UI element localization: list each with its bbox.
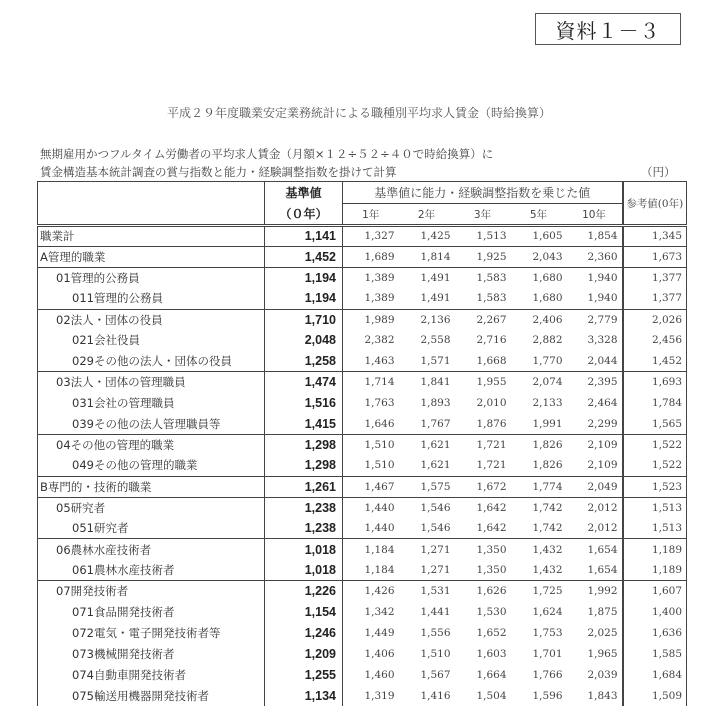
adjusted-value: 2,109 (567, 455, 623, 476)
reference-value: 1,377 (623, 267, 687, 288)
occupation-name: 職業計 (38, 226, 265, 247)
adjusted-value: 1,624 (532, 605, 563, 618)
adjusted-value: 1,583 (476, 292, 507, 305)
adjusted-value: 1,416 (420, 689, 451, 702)
adjusted-value: 1,432 (511, 539, 567, 560)
adjusted-value: 1,463 (364, 355, 395, 368)
table-row (38, 267, 687, 288)
adjusted-value: 1,955 (455, 372, 511, 393)
description-line-2: 賃金構造基本統計調査の賞与指数と能力・経験調整指数を掛けて計算 (40, 165, 397, 179)
adjusted-value: 1,721 (455, 434, 511, 455)
adjusted-value: 1,940 (567, 267, 623, 288)
adjusted-value: 2,025 (567, 622, 623, 643)
base-value: 1,246 (265, 622, 343, 643)
adjusted-value: 1,742 (511, 497, 567, 518)
adjusted-value: 1,992 (567, 581, 623, 602)
adjusted-value: 1,426 (343, 581, 399, 602)
reference-value: 1,784 (623, 393, 687, 414)
reference-value: 1,522 (623, 434, 687, 455)
adjusted-value: 1,770 (532, 355, 563, 368)
document-label-box: 資料１－３ (535, 13, 681, 45)
table-row (38, 518, 687, 539)
adjusted-value: 1,753 (532, 626, 563, 639)
reference-value: 1,189 (623, 560, 687, 581)
table-row (38, 351, 687, 372)
adjusted-value: 2,406 (511, 309, 567, 330)
reference-value: 1,565 (623, 414, 687, 435)
adjusted-value: 1,965 (567, 643, 623, 664)
adjusted-value: 2,109 (567, 434, 623, 455)
occupation-name: 075輸送用機器開発技術者 (38, 685, 265, 706)
adjusted-value: 1,449 (364, 626, 395, 639)
adjusted-value: 2,049 (567, 476, 623, 497)
adjusted-value: 1,546 (420, 522, 451, 535)
occupation-name: 072電気・電子開発技術者等 (38, 622, 265, 643)
adjusted-value: 2,716 (476, 334, 507, 347)
adjusted-value: 1,425 (399, 226, 455, 247)
base-value: 1,298 (265, 434, 343, 455)
reference-value: 1,345 (623, 226, 687, 247)
reference-value: 1,673 (623, 246, 687, 267)
reference-value: 1,607 (623, 581, 687, 602)
adjusted-value: 2,464 (567, 393, 623, 414)
adjusted-value: 2,012 (567, 518, 623, 539)
adjusted-value: 1,504 (476, 689, 507, 702)
adjusted-header: 基準値に能力・経験調整指数を乗じた値 (343, 182, 623, 204)
adjusted-value: 1,596 (532, 689, 563, 702)
adjusted-value: 2,010 (476, 397, 507, 410)
occupation-name: 07開発技術者 (38, 581, 265, 602)
adjusted-value: 1,271 (420, 563, 451, 576)
table-row (38, 664, 687, 685)
base-value: 1,238 (265, 518, 343, 539)
base-value: 2,048 (265, 330, 343, 351)
adjusted-value: 1,350 (455, 539, 511, 560)
adjusted-value: 1,575 (399, 476, 455, 497)
occupation-name: 073機械開発技術者 (38, 643, 265, 664)
year-header: 10年 (567, 204, 623, 226)
table-row (38, 455, 687, 476)
base-value: 1,018 (265, 560, 343, 581)
adjusted-value: 1,571 (420, 355, 451, 368)
adjusted-value: 1,646 (364, 417, 395, 430)
adjusted-value: 1,875 (567, 602, 623, 623)
base-value: 1,415 (265, 414, 343, 435)
base-value: 1,226 (265, 581, 343, 602)
header-row-1 (38, 182, 687, 204)
adjusted-value: 2,382 (364, 334, 395, 347)
adjusted-value: 2,043 (511, 246, 567, 267)
base-year-header: （０年） (265, 204, 343, 226)
occupation-header (38, 182, 265, 226)
adjusted-value: 1,714 (343, 372, 399, 393)
reference-value: 1,189 (623, 539, 687, 560)
base-value: 1,194 (265, 267, 343, 288)
adjusted-value: 1,876 (476, 417, 507, 430)
occupation-name: 029その他の法人・団体の役員 (38, 351, 265, 372)
table-row (38, 309, 687, 330)
occupation-name: 071食品開発技術者 (38, 602, 265, 623)
occupation-name: 021会社役員 (38, 330, 265, 351)
adjusted-value: 1,510 (364, 459, 395, 472)
table-row (38, 434, 687, 455)
occupation-name: 049その他の管理的職業 (38, 455, 265, 476)
year-header: 1年 (343, 204, 399, 226)
table-row (38, 581, 687, 602)
adjusted-value: 1,621 (420, 459, 451, 472)
reference-value: 1,636 (623, 622, 687, 643)
adjusted-value: 1,814 (399, 246, 455, 267)
adjusted-value: 1,441 (420, 605, 451, 618)
adjusted-value: 1,826 (532, 459, 563, 472)
base-value: 1,154 (265, 602, 343, 623)
reference-value: 2,456 (623, 330, 687, 351)
adjusted-value: 1,327 (343, 226, 399, 247)
adjusted-value: 1,668 (476, 355, 507, 368)
table-row (38, 330, 687, 351)
adjusted-value: 1,841 (399, 372, 455, 393)
base-header: 基準値 (265, 182, 343, 204)
adjusted-value: 2,299 (567, 414, 623, 435)
adjusted-value: 1,389 (343, 267, 399, 288)
adjusted-value: 1,513 (455, 226, 511, 247)
adjusted-value: 1,460 (364, 668, 395, 681)
adjusted-value: 1,766 (532, 668, 563, 681)
adjusted-value: 1,767 (420, 417, 451, 430)
table-row (38, 497, 687, 518)
adjusted-value: 1,319 (364, 689, 395, 702)
occupation-name: 06農林水産技術者 (38, 539, 265, 560)
adjusted-value: 2,044 (567, 351, 623, 372)
base-value: 1,516 (265, 393, 343, 414)
reference-header: 参考値(0年) (623, 182, 687, 226)
base-value: 1,209 (265, 643, 343, 664)
base-value: 1,194 (265, 288, 343, 309)
adjusted-value: 1,531 (399, 581, 455, 602)
year-header: 2年 (399, 204, 455, 226)
adjusted-value: 2,395 (567, 372, 623, 393)
adjusted-value: 2,039 (567, 664, 623, 685)
adjusted-value: 1,940 (567, 288, 623, 309)
adjusted-value: 1,406 (364, 647, 395, 660)
occupation-name: 061農林水産技術者 (38, 560, 265, 581)
base-value: 1,710 (265, 309, 343, 330)
adjusted-value: 1,389 (364, 292, 395, 305)
adjusted-value: 1,184 (343, 539, 399, 560)
adjusted-value: 1,689 (343, 246, 399, 267)
adjusted-value: 1,642 (476, 522, 507, 535)
description-line-1: 無期雇用かつフルタイム労働者の平均求人賃金（月額×１２÷５２÷４０で時給換算）に (40, 147, 494, 161)
adjusted-value: 2,267 (455, 309, 511, 330)
year-header: 5年 (511, 204, 567, 226)
adjusted-value: 1,742 (532, 522, 563, 535)
adjusted-value: 1,432 (532, 563, 563, 576)
adjusted-value: 1,763 (364, 397, 395, 410)
base-value: 1,255 (265, 664, 343, 685)
base-value: 1,258 (265, 351, 343, 372)
table-row (38, 288, 687, 309)
table-row (38, 622, 687, 643)
adjusted-value: 1,583 (455, 267, 511, 288)
adjusted-value: 1,440 (343, 497, 399, 518)
occupation-name: 02法人・団体の役員 (38, 309, 265, 330)
reference-value: 1,400 (623, 602, 687, 623)
adjusted-value: 1,510 (420, 647, 451, 660)
adjusted-value: 2,360 (567, 246, 623, 267)
adjusted-value: 1,654 (567, 560, 623, 581)
reference-value: 1,585 (623, 643, 687, 664)
adjusted-value: 3,328 (567, 330, 623, 351)
wage-table (37, 181, 687, 706)
adjusted-value: 2,136 (399, 309, 455, 330)
occupation-name: 011管理的公務員 (38, 288, 265, 309)
adjusted-value: 2,133 (532, 397, 563, 410)
reference-value: 1,693 (623, 372, 687, 393)
occupation-name: 03法人・団体の管理職員 (38, 372, 265, 393)
table-row (38, 685, 687, 706)
adjusted-value: 1,854 (567, 226, 623, 247)
adjusted-value: 2,012 (567, 497, 623, 518)
reference-value: 1,513 (623, 518, 687, 539)
adjusted-value: 1,989 (343, 309, 399, 330)
adjusted-value: 1,725 (511, 581, 567, 602)
adjusted-value: 1,271 (399, 539, 455, 560)
occupation-name: 039その他の法人管理職員等 (38, 414, 265, 435)
reference-value: 1,509 (623, 685, 687, 706)
adjusted-value: 1,605 (511, 226, 567, 247)
adjusted-value: 1,491 (399, 267, 455, 288)
adjusted-value: 1,530 (476, 605, 507, 618)
adjusted-value: 1,826 (511, 434, 567, 455)
base-value: 1,018 (265, 539, 343, 560)
table-row (38, 226, 687, 247)
adjusted-value: 1,680 (511, 267, 567, 288)
base-value: 1,474 (265, 372, 343, 393)
adjusted-value: 1,774 (511, 476, 567, 497)
occupation-name: A管理的職業 (38, 246, 265, 267)
occupation-name: 051研究者 (38, 518, 265, 539)
table-row (38, 476, 687, 497)
reference-value: 1,377 (623, 288, 687, 309)
adjusted-value: 1,652 (476, 626, 507, 639)
adjusted-value: 1,626 (455, 581, 511, 602)
occupation-name: B専門的・技術的職業 (38, 476, 265, 497)
adjusted-value: 1,664 (476, 668, 507, 681)
adjusted-value: 1,680 (532, 292, 563, 305)
base-value: 1,238 (265, 497, 343, 518)
adjusted-value: 1,621 (399, 434, 455, 455)
adjusted-value: 1,440 (364, 522, 395, 535)
adjusted-value: 1,991 (532, 417, 563, 430)
occupation-name: 01管理的公務員 (38, 267, 265, 288)
adjusted-value: 2,074 (511, 372, 567, 393)
adjusted-value: 1,893 (420, 397, 451, 410)
table-row (38, 602, 687, 623)
reference-value: 2,026 (623, 309, 687, 330)
adjusted-value: 1,184 (364, 563, 395, 576)
adjusted-value: 1,603 (476, 647, 507, 660)
base-value: 1,298 (265, 455, 343, 476)
adjusted-value: 1,925 (455, 246, 511, 267)
reference-value: 1,513 (623, 497, 687, 518)
table-row (38, 393, 687, 414)
table-row (38, 414, 687, 435)
adjusted-value: 1,342 (364, 605, 395, 618)
table-row (38, 560, 687, 581)
reference-value: 1,684 (623, 664, 687, 685)
reference-value: 1,452 (623, 351, 687, 372)
reference-value: 1,522 (623, 455, 687, 476)
adjusted-value: 1,510 (343, 434, 399, 455)
adjusted-value: 2,558 (420, 334, 451, 347)
adjusted-value: 1,701 (532, 647, 563, 660)
occupation-name: 031会社の管理職員 (38, 393, 265, 414)
adjusted-value: 2,882 (532, 334, 563, 347)
base-value: 1,452 (265, 246, 343, 267)
adjusted-value: 1,642 (455, 497, 511, 518)
adjusted-value: 1,567 (420, 668, 451, 681)
table-row (38, 643, 687, 664)
occupation-name: 04その他の管理的職業 (38, 434, 265, 455)
adjusted-value: 1,672 (455, 476, 511, 497)
adjusted-value: 1,843 (567, 685, 623, 706)
adjusted-value: 1,350 (476, 563, 507, 576)
base-value: 1,261 (265, 476, 343, 497)
table-row (38, 539, 687, 560)
base-value: 1,141 (265, 226, 343, 247)
table-row (38, 246, 687, 267)
adjusted-value: 1,654 (567, 539, 623, 560)
adjusted-value: 1,491 (420, 292, 451, 305)
reference-value: 1,523 (623, 476, 687, 497)
adjusted-value: 1,721 (476, 459, 507, 472)
base-value: 1,134 (265, 685, 343, 706)
table-row (38, 372, 687, 393)
occupation-name: 05研究者 (38, 497, 265, 518)
adjusted-value: 1,556 (420, 626, 451, 639)
page-title: 平成２９年度職業安定業務統計による職種別平均求人賃金（時給換算） (166, 106, 551, 120)
year-header: 3年 (455, 204, 511, 226)
unit-label: （円） (641, 165, 676, 179)
adjusted-value: 2,779 (567, 309, 623, 330)
occupation-name: 074自動車開発技術者 (38, 664, 265, 685)
adjusted-value: 1,546 (399, 497, 455, 518)
adjusted-value: 1,467 (343, 476, 399, 497)
